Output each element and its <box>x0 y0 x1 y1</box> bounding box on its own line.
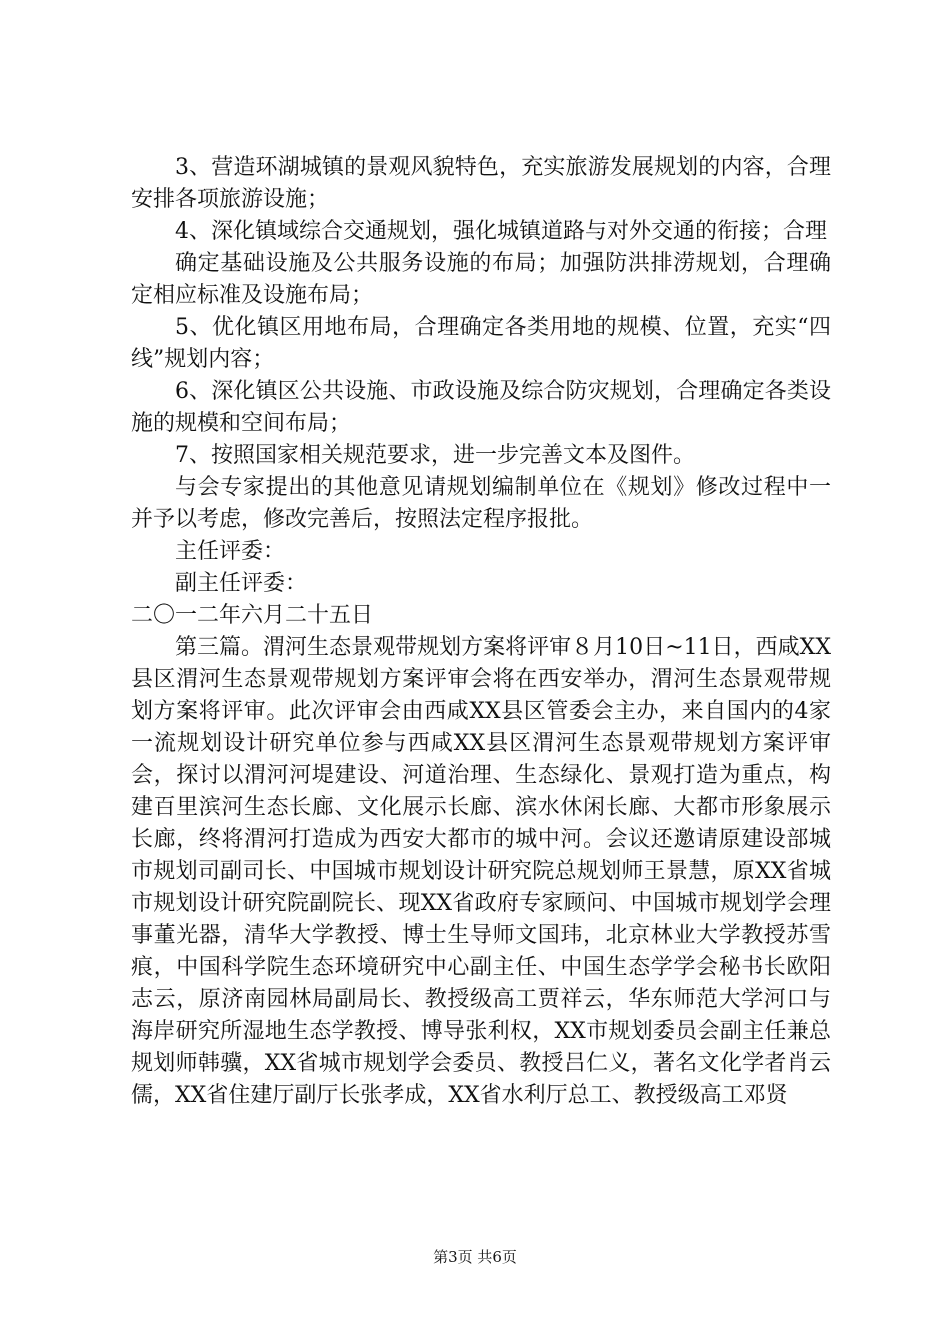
paragraph-item-4: 4、深化镇域综合交通规划，强化城镇道路与对外交通的衔接；合理 <box>175 219 827 244</box>
paragraph-expert-opinions: 与会专家提出的其他意见请规划编制单位在《规划》修改过程中一并予以考虑，修改完善后，按照法定程序报批。 <box>131 475 831 532</box>
document-date: 二〇一二年六月二十五日 <box>131 603 374 628</box>
paragraph-item-6: 6、深化镇区公共设施、市政设施及综合防灾规划，合理确定各类设施的规模和空间布局； <box>131 379 831 436</box>
paragraph-item-3: 3、营造环湖城镇的景观风貌特色，充实旅游发展规划的内容，合理安排各项旅游设施； <box>131 155 831 212</box>
deputy-judge-label: 副主任评委： <box>175 571 308 596</box>
page-footer: 第3页 共6页 <box>433 1248 517 1266</box>
document-body <box>131 152 831 1112</box>
paragraph-item-5: 5、优化镇区用地布局，合理确定各类用地的规模、位置，充实“四线”规划内容； <box>131 315 831 372</box>
paragraph-part-three: 第三篇。渭河生态景观带规划方案将评审８月10日~11日，西咸XX县区渭河生态景观带规划方案评审会将在西安举办，渭河生态景观带规划方案将评审。此次评审会由西咸XX县区管委会主办，来自国内的4家一流规划设计研究单位参与西咸XX县区渭河生态景观带规划方案评审会，探讨以渭河河堤建设、河道治理、生态绿化、景观打造为重点，构建百里滨河生态长廊、文化展示长廊、滨水休闲长廊、大都市形象展示长廊，终将渭河打造成为西安大都市的城中河。会议还邀请原建设部城市规划司副司长、中国城市规划设计研究院总规划师王景慧，原XX省城市规划设计研究院副院长、现XX省政府专家顾问、中国城市规划学会理事董光器，清华大学教授、博士生导师文国玮，北京林业大学教授苏雪痕，中国科学院生态环境研究中心副主任、中国生态学学会秘书长欧阳志云，原济南园林局副局长、教授级高工贾祥云，华东师范大学河口与海岸研究所湿地生态学教授、博导张利权，XX市规划委员会副主任兼总规划师韩骥，XX省城市规划学会委员、教授吕仁义，著名文化学者肖云儒，XX省住建厅副厅长张孝成，XX省水利厅总工、教授级高工邓贤 <box>131 635 831 1108</box>
paragraph-item-7: 7、按照国家相关规范要求，进一步完善文本及图件。 <box>175 443 695 468</box>
paragraph-infrastructure: 确定基础设施及公共服务设施的布局；加强防洪排涝规划，合理确定相应标准及设施布局； <box>131 251 831 308</box>
chief-judge-label: 主任评委： <box>175 539 286 564</box>
